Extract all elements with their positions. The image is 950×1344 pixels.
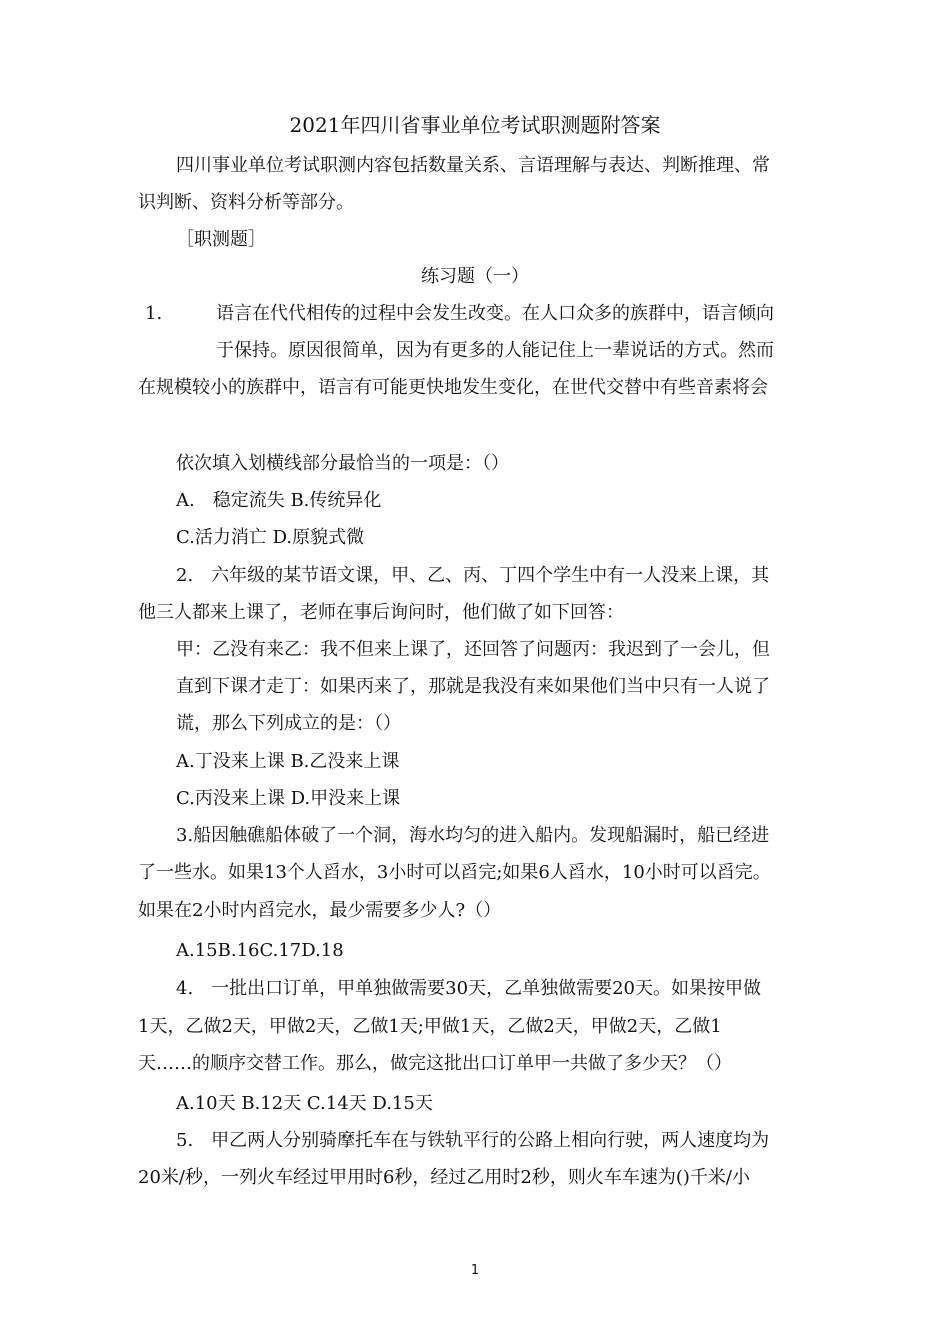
question-1-options-cd: C.活力消亡 D.原貌式微 [176,527,365,548]
section-tag: ［职测题］ [176,229,266,250]
page-number: 1 [470,1263,480,1278]
question-1-options-ab: A. 稳定流失 B.传统异化 [176,490,382,511]
question-4-line-3: 天……的顺序交替工作。那么，做完这批出口订单甲一共做了多少天？（） [138,1053,732,1074]
question-2-line-5: 谎，那么下列成立的是：（） [176,713,401,734]
question-5-line-2: 20米/秒，一列火车经过甲用时6秒，经过乙用时2秒，则火车车速为()千米/小 [138,1167,750,1188]
question-2-line-4: 直到下课才走丁：如果丙来了，那就是我没有来如果他们当中只有一人说了 [176,676,770,697]
question-2-line-1: 2. 六年级的某节语文课，甲、乙、丙、丁四个学生中有一人没来上课，其 [176,565,770,586]
question-2-options-cd: C.丙没来上课 D.甲没来上课 [176,788,401,809]
question-2-options-ab: A.丁没来上课 B.乙没来上课 [176,751,400,772]
intro-line-1: 四川事业单位考试职测内容包括数量关系、言语理解与表达、判断推理、常 [176,155,770,176]
question-1-line-1: 语言在代代相传的过程中会发生改变。在人口众多的族群中，语言倾向 [216,303,774,324]
question-4-line-1: 4. 一批出口订单，甲单独做需要30天，乙单独做需要20天。如果按甲做 [176,978,761,999]
question-4-line-2: 1天，乙做2天，甲做2天，乙做1天;甲做1天，乙做2天，甲做2天，乙做1 [138,1016,722,1037]
question-4-options: A.10天 B.12天 C.14天 D.15天 [176,1093,433,1114]
question-1-line-3: 在规模较小的族群中，语言有可能更快地发生变化，在世代交替中有些音素将会 [138,377,768,398]
question-2-line-2: 他三人都来上课了，老师在事后询问时，他们做了如下回答： [138,602,624,623]
document-title: 2021年四川省事业单位考试职测题附答案 [289,113,661,137]
question-5-line-1: 5. 甲乙两人分别骑摩托车在与铁轨平行的公路上相向行驶，两人速度均为 [176,1130,770,1151]
question-1-prompt: 依次填入划横线部分最恰当的一项是：（） [176,453,509,474]
question-2-line-3: 甲：乙没有来乙：我不但来上课了，还回答了问题丙：我迟到了一会儿，但 [176,639,770,660]
question-3-line-2: 了一些水。如果13个人舀水，3小时可以舀完;如果6人舀水，10小时可以舀完。 [138,862,771,883]
question-3-options: A.15B.16C.17D.18 [176,940,344,961]
intro-line-2: 识判断、资料分析等部分。 [138,192,354,213]
question-1-line-2: 于保持。原因很简单，因为有更多的人能记住上一辈说话的方式。然而 [216,340,774,361]
question-3-line-1: 3.船因触礁船体破了一个洞，海水均匀的进入船内。发现船漏时，船已经进 [176,825,770,846]
question-1-number: 1. [145,303,163,324]
exercise-heading: 练习题（一） [421,266,529,287]
question-3-line-3: 如果在2小时内舀完水，最少需要多少人?（） [138,900,502,921]
